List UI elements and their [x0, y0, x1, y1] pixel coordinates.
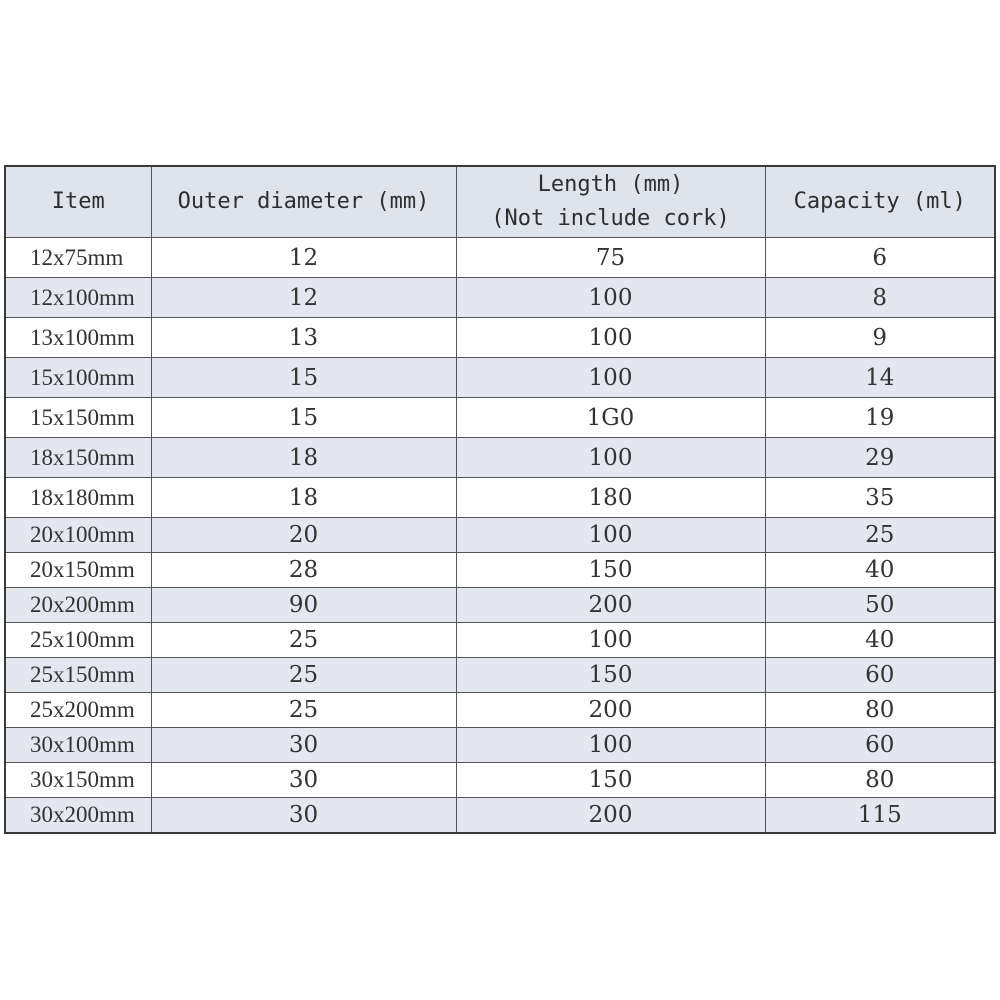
table-row [5, 278, 995, 318]
table-row [5, 588, 995, 623]
outer-diameter-cell: 18 [151, 478, 456, 518]
capacity-cell: 60 [765, 658, 995, 693]
capacity-cell: 80 [765, 693, 995, 728]
item-cell: 18x150mm [5, 438, 151, 478]
outer-diameter-cell: 12 [151, 278, 456, 318]
outer-diameter-cell: 90 [151, 588, 456, 623]
outer-diameter-cell: 20 [151, 518, 456, 553]
length-cell: 200 [456, 693, 765, 728]
outer-diameter-cell: 18 [151, 438, 456, 478]
item-cell: 13x100mm [5, 318, 151, 358]
capacity-cell: 35 [765, 478, 995, 518]
length-cell: 100 [456, 318, 765, 358]
capacity-cell: 6 [765, 238, 995, 278]
capacity-cell: 40 [765, 623, 995, 658]
table-row [5, 318, 995, 358]
table-row [5, 553, 995, 588]
item-cell: 20x100mm [5, 518, 151, 553]
table-row [5, 478, 995, 518]
outer-diameter-cell: 13 [151, 318, 456, 358]
capacity-cell: 80 [765, 763, 995, 798]
item-cell: 12x100mm [5, 278, 151, 318]
item-cell: 20x150mm [5, 553, 151, 588]
capacity-cell: 14 [765, 358, 995, 398]
table-row [5, 438, 995, 478]
length-cell: 100 [456, 438, 765, 478]
header-length-line2: (Not include cork) [491, 206, 730, 231]
length-cell: 150 [456, 553, 765, 588]
item-cell: 25x200mm [5, 693, 151, 728]
length-cell: 100 [456, 518, 765, 553]
outer-diameter-cell: 30 [151, 763, 456, 798]
table-row [5, 623, 995, 658]
table-row [5, 238, 995, 278]
item-cell: 20x200mm [5, 588, 151, 623]
outer-diameter-cell: 25 [151, 623, 456, 658]
item-cell: 15x100mm [5, 358, 151, 398]
length-cell: 200 [456, 798, 765, 834]
outer-diameter-cell: 15 [151, 398, 456, 438]
length-cell: 75 [456, 238, 765, 278]
capacity-cell: 60 [765, 728, 995, 763]
table-header [5, 166, 995, 238]
item-cell: 15x150mm [5, 398, 151, 438]
table-row [5, 658, 995, 693]
header-item: Item [5, 166, 151, 238]
item-cell: 18x180mm [5, 478, 151, 518]
item-cell: 30x200mm [5, 798, 151, 834]
header-outer-diameter: Outer diameter (mm) [151, 166, 456, 238]
length-cell: 150 [456, 658, 765, 693]
outer-diameter-cell: 28 [151, 553, 456, 588]
header-capacity: Capacity (ml) [765, 166, 995, 238]
item-cell: 12x75mm [5, 238, 151, 278]
length-cell: 100 [456, 623, 765, 658]
capacity-cell: 40 [765, 553, 995, 588]
length-cell: 100 [456, 358, 765, 398]
item-cell: 25x100mm [5, 623, 151, 658]
header-row [5, 166, 995, 238]
header-length-line1: Length (mm) [537, 172, 684, 197]
item-cell: 30x100mm [5, 728, 151, 763]
outer-diameter-cell: 30 [151, 798, 456, 834]
capacity-cell: 29 [765, 438, 995, 478]
table-row [5, 728, 995, 763]
outer-diameter-cell: 25 [151, 693, 456, 728]
outer-diameter-cell: 12 [151, 238, 456, 278]
table-row [5, 358, 995, 398]
capacity-cell: 8 [765, 278, 995, 318]
length-cell: 150 [456, 763, 765, 798]
header-length [456, 166, 765, 238]
table-row [5, 798, 995, 834]
outer-diameter-cell: 30 [151, 728, 456, 763]
length-cell: 1G0 [456, 398, 765, 438]
capacity-cell: 19 [765, 398, 995, 438]
table-row [5, 518, 995, 553]
table-row [5, 763, 995, 798]
capacity-cell: 9 [765, 318, 995, 358]
capacity-cell: 50 [765, 588, 995, 623]
item-cell: 30x150mm [5, 763, 151, 798]
item-cell: 25x150mm [5, 658, 151, 693]
length-cell: 100 [456, 278, 765, 318]
table-body [5, 238, 995, 834]
length-cell: 100 [456, 728, 765, 763]
table-row [5, 693, 995, 728]
capacity-cell: 115 [765, 798, 995, 834]
length-cell: 200 [456, 588, 765, 623]
outer-diameter-cell: 25 [151, 658, 456, 693]
length-cell: 180 [456, 478, 765, 518]
capacity-cell: 25 [765, 518, 995, 553]
spec-table [4, 165, 996, 834]
outer-diameter-cell: 15 [151, 358, 456, 398]
table-row [5, 398, 995, 438]
